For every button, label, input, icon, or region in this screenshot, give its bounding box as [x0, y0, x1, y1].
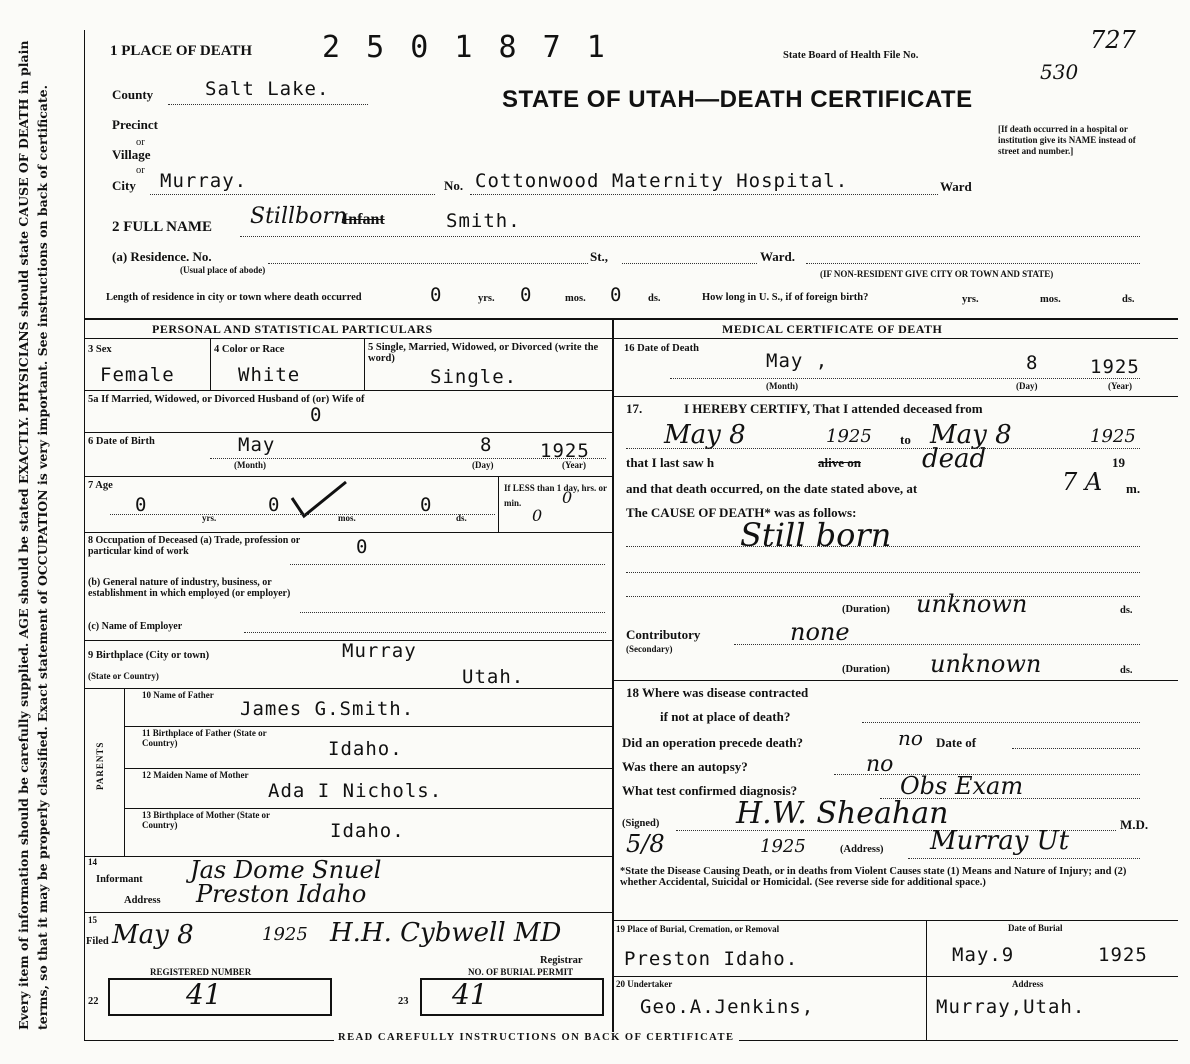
m-label: m.	[1126, 481, 1141, 496]
informant-no: 14	[88, 857, 97, 867]
file-no-label: State Board of Health File No.	[783, 50, 919, 61]
birthplace-state: Utah.	[462, 666, 525, 688]
signed-address-label: (Address)	[840, 844, 884, 855]
file-no-secondary: 530	[1040, 60, 1079, 84]
death-time: 7 A	[1062, 468, 1103, 496]
death-date-line	[670, 378, 1140, 379]
autopsy-value: no	[866, 752, 894, 777]
color-label: 4 Color or Race	[214, 344, 285, 355]
color-value: White	[238, 364, 301, 386]
certificate-number: 2 5 0 1 8 7 1	[322, 30, 609, 65]
undertaker-value: Geo.A.Jenkins,	[640, 996, 815, 1018]
father-birth-bottom	[124, 768, 612, 769]
signed-label: (Signed)	[622, 818, 660, 829]
section-top-line	[84, 318, 1178, 320]
contributory-bottom	[612, 680, 1178, 681]
occupation-line	[290, 564, 605, 565]
informant-address-label: Address	[124, 895, 161, 906]
footnote: *State the Disease Causing Death, or in deaths from Violent Causes state (1) Means and Nature of Injury; and (2) whether Accidental, Suicidal or Homicidal. (See reverse side for additional space.)	[620, 866, 1127, 888]
county-label: County	[112, 87, 154, 102]
street-no-value: Cottonwood Maternity Hospital.	[475, 170, 849, 192]
cause-line-1	[626, 546, 1140, 547]
father-birth-label: 11 Birthplace of Father (State or Country)	[142, 728, 267, 748]
last-saw-value: dead	[922, 444, 987, 474]
medical-heading: MEDICAL CERTIFICATE OF DEATH	[722, 322, 943, 336]
center-divider	[612, 318, 614, 1040]
age-mos-label: mos.	[338, 513, 356, 523]
cause-label: The CAUSE OF DEATH* was as follows:	[626, 505, 857, 520]
ward2-line	[806, 263, 1140, 264]
contributory-label: Contributory	[626, 627, 701, 642]
burial-date-value: May.9	[952, 944, 1015, 966]
burial-permit-box	[420, 978, 604, 1016]
age-days: 0	[420, 494, 433, 516]
dob-day: 8	[480, 434, 493, 456]
row5a-bottom	[84, 432, 612, 433]
burial-year: 1925	[1098, 944, 1148, 966]
filed-date: May 8	[112, 920, 194, 950]
residence-sub: (Usual place of abode)	[180, 265, 266, 275]
attended-to-date: May 8	[930, 420, 1012, 450]
duration2-value: unknown	[930, 650, 1042, 678]
q18-label: 18 Where was disease contracted	[626, 685, 809, 700]
residence-label: (a) Residence. No.	[112, 249, 212, 264]
death-month-label: (Month)	[766, 381, 798, 391]
ds-label: ds.	[648, 293, 661, 304]
heading-bottom-line	[84, 338, 1178, 339]
or-1: or	[136, 137, 145, 148]
birthplace-state-label: (State or Country)	[88, 671, 159, 681]
informant-value: Jas Dome Snuel	[190, 856, 382, 884]
row3-bottom	[84, 390, 612, 391]
undertaker-address-value: Murray,Utah.	[936, 996, 1086, 1018]
less-hours: 0	[562, 488, 573, 507]
q18-line	[862, 722, 1140, 723]
us-yrs: yrs.	[962, 294, 979, 305]
burial-permit-label: NO. OF BURIAL PERMIT	[468, 967, 574, 977]
parents-divider	[124, 688, 125, 856]
dob-year: 1925	[540, 440, 590, 462]
signed-date: 5/8	[626, 830, 665, 858]
filed-no: 15	[88, 915, 97, 925]
sex-value: Female	[100, 364, 175, 386]
informant-bottom	[84, 912, 612, 913]
marital-value: Single.	[430, 366, 518, 388]
length-days: 0	[610, 284, 623, 306]
sex-label: 3 Sex	[88, 344, 112, 355]
q18b-label: if not at place of death?	[660, 709, 791, 724]
mother-bottom	[124, 808, 612, 809]
margin-note: Every item of information should be carefully supplied. AGE should be stated EXACTLY. PHYSICIANS should state CAUSE OF DEATH in plain terms, so that it may be properly classified. Exact statement of OCCUPATION is very important. See instructions on back of certificate.	[16, 40, 50, 1030]
us-ds: ds.	[1122, 294, 1135, 305]
age-label: 7 Age	[88, 480, 113, 491]
dob-line	[210, 458, 606, 459]
age-ds-label: ds.	[456, 513, 467, 523]
county-line	[168, 104, 368, 105]
occupation-label: 8 Occupation of Deceased (a) Trade, profession or particular kind of work	[88, 535, 301, 557]
less-minutes: 0	[532, 506, 543, 525]
cause-line-3	[626, 596, 1140, 597]
left-border	[84, 30, 85, 1040]
residence-line	[268, 263, 588, 264]
cause-line-2	[626, 572, 1140, 573]
attended-from-year: 1925	[826, 426, 872, 447]
registered-number-label: REGISTERED NUMBER	[150, 967, 252, 977]
father-bottom	[124, 726, 612, 727]
operation-value: no	[898, 726, 923, 750]
md-label: M.D.	[1120, 817, 1149, 832]
age-yrs-label: yrs.	[202, 513, 217, 523]
full-name-line	[240, 236, 1140, 237]
personal-heading: PERSONAL AND STATISTICAL PARTICULARS	[152, 322, 433, 336]
dob-year-label: (Year)	[562, 460, 586, 470]
birthplace-label: 9 Birthplace (City or town)	[88, 650, 210, 661]
full-name-label: 2 FULL NAME	[112, 219, 213, 235]
death-day-label: (Day)	[1016, 381, 1038, 391]
registered-number: 41	[186, 978, 222, 1011]
to-label: to	[900, 432, 911, 447]
death-date-year: 1925	[1090, 356, 1140, 378]
spouse-value: 0	[310, 404, 323, 426]
city-value: Murray.	[160, 170, 248, 192]
village-label: Village	[112, 147, 151, 162]
certify-text: I HEREBY CERTIFY, That I attended deceased from	[684, 401, 983, 416]
attended-from-date: May 8	[664, 420, 746, 450]
num-23: 23	[398, 996, 409, 1007]
row9-bottom	[84, 688, 612, 689]
death-date-label: 16 Date of Death	[624, 343, 699, 354]
father-label: 10 Name of Father	[142, 690, 214, 700]
employer-line	[244, 632, 606, 633]
duration-ds: ds.	[1120, 605, 1133, 616]
ward2-label: Ward.	[760, 249, 796, 264]
burial-place-label: 19 Place of Burial, Cremation, or Removal	[616, 924, 780, 934]
row6-bottom	[84, 476, 612, 477]
undertaker-address-label: Address	[1012, 979, 1044, 989]
mother-birth-value: Idaho.	[330, 820, 405, 842]
death-year-label: (Year)	[1108, 381, 1132, 391]
undertaker-label: 20 Undertaker	[616, 979, 673, 989]
dob-month: May	[238, 434, 276, 456]
file-no-value: 727	[1090, 26, 1136, 54]
registrar-label: Registrar	[540, 955, 583, 966]
duration2-label: (Duration)	[842, 664, 890, 675]
margin-instructions	[0, 20, 80, 1040]
num-22: 22	[88, 996, 99, 1007]
us-mos: mos.	[1040, 294, 1061, 305]
test-value: Obs Exam	[900, 772, 1024, 800]
informant-label: Informant	[96, 874, 143, 885]
death-date-bottom	[612, 396, 1178, 397]
father-value: James G.Smith.	[240, 698, 415, 720]
full-name-handwritten: Stillborn	[250, 204, 348, 229]
age-years: 0	[135, 494, 148, 516]
certificate-title: STATE OF UTAH—DEATH CERTIFICATE	[502, 86, 973, 113]
physician-signature: H.W. Sheahan	[736, 796, 949, 831]
sex-color-divider	[210, 338, 211, 390]
precinct-label: Precinct	[112, 117, 158, 132]
contributory-value: none	[790, 618, 850, 646]
or-2: or	[136, 165, 145, 176]
birthplace-city: Murray	[342, 640, 417, 662]
color-marital-divider	[364, 338, 365, 390]
less-label: If LESS than 1 day, hrs. or min.	[504, 483, 607, 508]
informant-address-value: Preston Idaho	[196, 880, 367, 908]
date-of-label: Date of	[936, 735, 977, 750]
contributory-line	[734, 644, 1140, 645]
hospital-note: [If death occurred in a hospital or institution give its NAME instead of street and number.]	[998, 124, 1136, 156]
length-years: 0	[430, 284, 443, 306]
death-date-month: May ,	[766, 350, 829, 372]
ward-label: Ward	[940, 179, 972, 194]
age-line	[110, 514, 495, 515]
attended-line	[626, 448, 1140, 449]
duration2-ds: ds.	[1120, 665, 1133, 676]
filed-label: Filed	[86, 936, 109, 947]
footnote-bottom	[612, 920, 1178, 921]
spouse-label: 5a If Married, Widowed, or Divorced Husband of (or) Wife of	[88, 394, 365, 405]
operation-label: Did an operation precede death?	[622, 735, 804, 750]
secondary-label: (Secondary)	[626, 644, 673, 654]
attended-to-year: 1925	[1090, 426, 1136, 447]
mother-label: 12 Maiden Name of Mother	[142, 770, 249, 780]
yrs-label: yrs.	[478, 293, 495, 304]
full-name-value: Smith.	[446, 210, 521, 232]
mos-label: mos.	[565, 293, 586, 304]
registrar-signature: H.H. Cybwell MD	[330, 918, 562, 948]
dob-month-label: (Month)	[234, 460, 266, 470]
mother-value: Ada I Nichols.	[268, 780, 443, 802]
address-line	[908, 858, 1140, 859]
signed-address-value: Murray Ut	[930, 826, 1070, 856]
burial-bottom	[612, 976, 1178, 977]
occurred-text: and that death occurred, on the date stated above, at	[626, 481, 918, 496]
parents-label: PARENTS	[95, 741, 105, 790]
certify-no: 17.	[626, 401, 643, 416]
row7-bottom	[84, 532, 612, 533]
city-line	[150, 194, 435, 195]
operation-line	[1012, 748, 1140, 749]
last-saw-year: 19	[1112, 455, 1125, 470]
signed-year: 1925	[760, 836, 806, 857]
length-months: 0	[520, 284, 533, 306]
duration-value: unknown	[916, 590, 1028, 618]
city-label: City	[112, 178, 136, 193]
burial-divider	[926, 920, 927, 1040]
burial-date-label: Date of Burial	[1008, 923, 1063, 933]
street-no-label: No.	[444, 178, 464, 193]
full-name-struck: Infant	[342, 211, 385, 228]
duration-label: (Duration)	[842, 604, 890, 615]
age-months: 0	[268, 494, 281, 516]
us-label: How long in U. S., if of foreign birth?	[702, 292, 869, 303]
occupation-value: 0	[356, 536, 369, 558]
filed-year: 1925	[262, 924, 308, 945]
footer-instructions: READ CAREFULLY INSTRUCTIONS ON BACK OF CERTIFICATE	[334, 1032, 739, 1043]
industry-line	[300, 612, 605, 613]
nonresident-note: (IF NON-RESIDENT GIVE CITY OR TOWN AND STATE)	[820, 269, 1054, 279]
length-label: Length of residence in city or town where death occurred	[106, 292, 362, 303]
death-date-day: 8	[1026, 352, 1039, 374]
cause-value: Still born	[740, 516, 892, 554]
mother-birth-label: 13 Birthplace of Mother (State or Country)	[142, 810, 270, 830]
age-less-divider	[498, 476, 499, 532]
st-label: St.,	[590, 249, 609, 264]
street-line	[470, 194, 938, 195]
burial-permit-number: 41	[452, 978, 488, 1011]
alive-on-label: alive on	[818, 455, 861, 470]
burial-place-value: Preston Idaho.	[624, 948, 799, 970]
employer-label: (c) Name of Employer	[88, 621, 183, 632]
marital-label: 5 Single, Married, Widowed, or Divorced (write the word)	[368, 342, 599, 364]
st-line	[622, 263, 757, 264]
dob-day-label: (Day)	[472, 460, 494, 470]
test-label: What test confirmed diagnosis?	[622, 783, 798, 798]
father-birth-value: Idaho.	[328, 738, 403, 760]
dob-label: 6 Date of Birth	[88, 436, 155, 447]
last-saw-label: that I last saw h	[626, 455, 715, 470]
place-of-death-label: 1 PLACE OF DEATH	[110, 43, 253, 59]
county-value: Salt Lake.	[205, 78, 330, 100]
autopsy-label: Was there an autopsy?	[622, 759, 748, 774]
industry-label: (b) General nature of industry, business, or establishment in which employed (or employer)	[88, 577, 291, 599]
